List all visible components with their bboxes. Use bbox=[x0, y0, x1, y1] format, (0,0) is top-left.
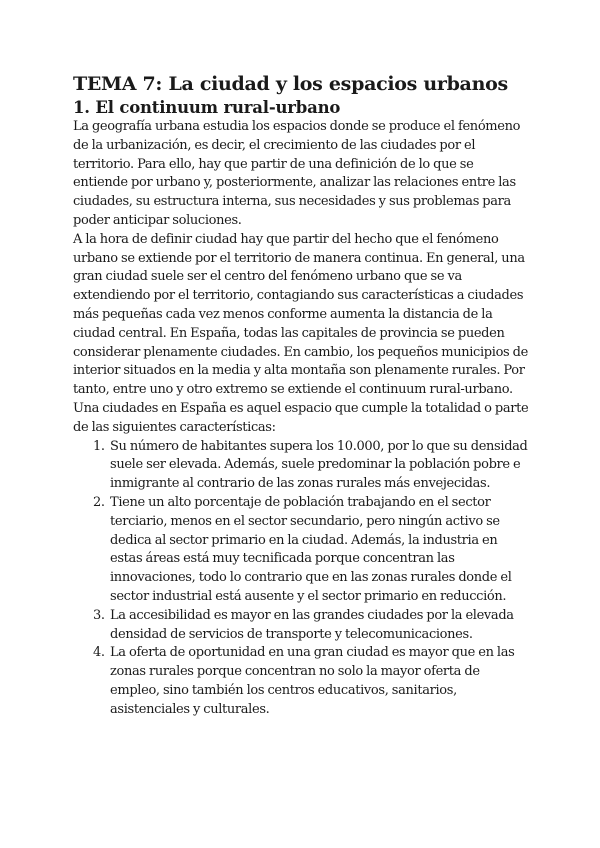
section-heading: 1. El continuum rural-urbano bbox=[73, 98, 341, 117]
paragraph-intro: La geografía urbana estudia los espacios donde se produce el fenómeno de la urbanización, es decir, el crecimiento de las ciudades por el territorio. Para ello, hay que partir de una definición de lo que se entiende por urbano y, posteriormente, analizar las relaciones entre las ciudades, su estructura interna, sus necesidades y sus problemas para poder anticipar soluciones. bbox=[73, 119, 521, 228]
page-title: TEMA 7: La ciudad y los espacios urbanos bbox=[73, 73, 508, 95]
list-item: 3. La accesibilidad es mayor en las grandes ciudades por la elevada densidad de servicios de transporte y telecomunicaciones. bbox=[108, 607, 531, 645]
characteristics-list bbox=[73, 438, 531, 720]
document-page bbox=[73, 72, 531, 720]
paragraph-definition: A la hora de definir ciudad hay que partir del hecho que el fenómeno urbano se extiende por el territorio de manera continua. En general, una gran ciudad suele ser el centro del fenómeno urbano que se va extendiendo por el territorio, contagiando sus características a ciudades más pequeñas cada vez menos conforme aumenta la distancia de la ciudad central. En España, todas las capitales de provincia se pueden considerar plenamente ciudades. En cambio, los pequeños municipios de interior situados en la media y alta montaña son plenamente rurales. Por tanto, entre uno y otro extremo se extiende el continuum rural-urbano. bbox=[73, 231, 528, 398]
list-item: 2. Tiene un alto porcentaje de población trabajando en el sector terciario, menos en el sector secundario, pero ningún activo se dedica al sector primario en la ciudad. Además, la industria en estas áreas está muy tecnificada porque concentran las innovaciones, todo lo contrario que en las zonas rurales donde el sector industrial está ausente y el sector primario en reducción. bbox=[108, 494, 531, 607]
paragraph-list-intro: Una ciudades en España es aquel espacio que cumple la totalidad o parte de las siguientes características: bbox=[73, 400, 529, 435]
list-item: 1. Su número de habitantes supera los 10.000, por lo que su densidad suele ser elevada. Además, suele predominar la población pobre e inmigrante al contrario de las zonas rurales más envejecidas. bbox=[108, 438, 531, 494]
list-item: 4. La oferta de oportunidad en una gran ciudad es mayor que en las zonas rurales porque concentran no solo la mayor oferta de empleo, sino también los centros educativos, sanitarios, asistenciales y culturales. bbox=[108, 644, 531, 719]
